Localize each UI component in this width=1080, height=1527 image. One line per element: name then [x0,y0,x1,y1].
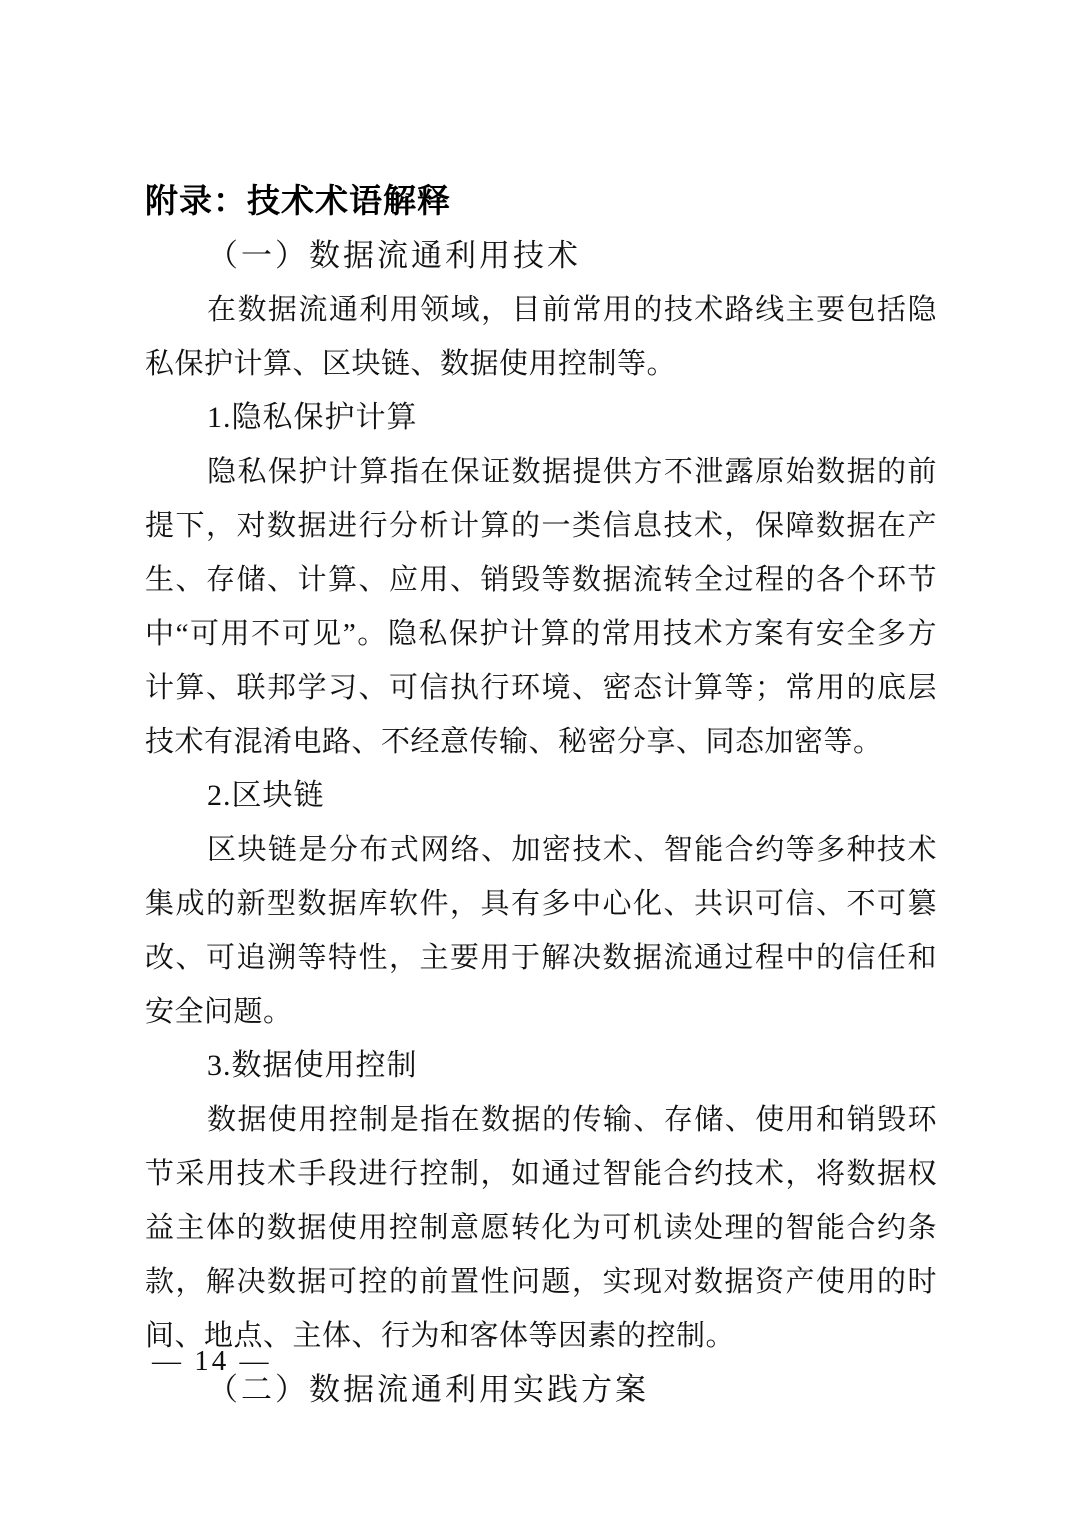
section-1-intro: 在数据流通利用领域，目前常用的技术路线主要包括隐私保护计算、区块链、数据使用控制等。 [145,294,937,380]
term-1-label: 1.隐私保护计算 [207,401,418,434]
appendix-title: 附录：技术术语解释 [145,182,451,219]
section-2-heading: （二）数据流通利用实践方案 [207,1372,649,1407]
term-1-definition: 隐私保护计算指在保证数据提供方不泄露原始数据的前提下，对数据进行分析计算的一类信息技术，保障数据在产生、存储、计算、应用、销毁等数据流转全过程的各个环节中“可用不可见”。隐私保护计算的常用技术方案有安全多方计算、联邦学习、可信执行环境、密态计算等；常用的底层技术有混淆电路、不经意传输、秘密分享、同态加密等。 [145,456,937,758]
term-2-definition: 区块链是分布式网络、加密技术、智能合约等多种技术集成的新型数据库软件，具有多中心化、共识可信、不可篡改、可追溯等特性，主要用于解决数据流通过程中的信任和安全问题。 [145,834,937,1028]
page-number: — 14 — [152,1345,272,1377]
term-3-definition: 数据使用控制是指在数据的传输、存储、使用和销毁环节采用技术手段进行控制，如通过智能合约技术，将数据权益主体的数据使用控制意愿转化为可机读处理的智能合约条款，解决数据可控的前置性问题，实现对数据资产使用的时间、地点、主体、行为和客体等因素的控制。 [145,1104,937,1352]
term-2-label: 2.区块链 [207,779,325,812]
term-3-label: 3.数据使用控制 [207,1049,418,1082]
section-1-heading: （一）数据流通利用技术 [207,238,581,273]
page-content [145,183,937,1417]
